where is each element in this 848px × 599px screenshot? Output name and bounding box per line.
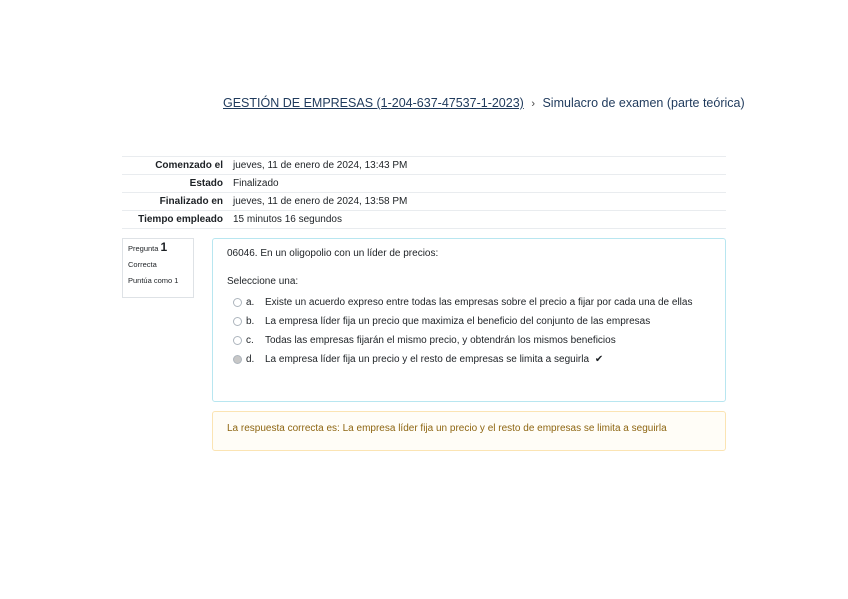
question-number <box>128 242 188 254</box>
summary-label: Estado <box>122 175 233 193</box>
summary-row-started <box>122 157 726 175</box>
summary-value: jueves, 11 de enero de 2024, 13:58 PM <box>233 193 726 211</box>
question-content-box <box>212 238 726 402</box>
question-number-label: Pregunta <box>128 244 159 253</box>
question-text: 06046. En un oligopolio con un líder de precios: <box>227 248 439 259</box>
question-grade: Puntúa como 1 <box>128 276 179 285</box>
summary-row-finished <box>122 193 726 211</box>
breadcrumb <box>223 96 745 110</box>
summary-row-state <box>122 175 726 193</box>
summary-label: Finalizado en <box>122 193 233 211</box>
summary-value: jueves, 11 de enero de 2024, 13:43 PM <box>233 157 726 175</box>
answer-letter: c. <box>246 335 254 346</box>
answer-text: La empresa líder fija un precio y el resto de empresas se limita a seguirla <box>265 354 590 365</box>
answer-option-a[interactable] <box>227 295 711 310</box>
summary-value: Finalizado <box>233 175 726 193</box>
answer-text: Existe un acuerdo expreso entre todas las empresas sobre el precio a fijar por cada una de ellas <box>265 297 693 308</box>
breadcrumb-course-link[interactable]: GESTIÓN DE EMPRESAS (1-204-637-47537-1-2023) <box>223 96 524 110</box>
radio-button-selected[interactable] <box>233 355 242 364</box>
summary-label: Comenzado el <box>122 157 233 175</box>
answer-letter: b. <box>246 316 255 327</box>
radio-button[interactable] <box>233 298 242 307</box>
radio-button[interactable] <box>233 317 242 326</box>
attempt-summary-table <box>122 156 726 229</box>
breadcrumb-separator: › <box>531 98 535 110</box>
question-number-value: 1 <box>160 240 168 254</box>
correct-check-icon: ✔ <box>594 354 604 365</box>
answer-option-d[interactable] <box>227 352 711 367</box>
answer-letter: a. <box>246 297 255 308</box>
right-answer-feedback <box>212 411 726 451</box>
summary-row-time-taken <box>122 211 726 229</box>
radio-button[interactable] <box>233 336 242 345</box>
breadcrumb-current: Simulacro de examen (parte teórica) <box>542 96 745 110</box>
summary-value: 15 minutos 16 segundos <box>233 211 726 229</box>
answer-prompt: Seleccione una: <box>227 276 299 287</box>
answer-option-c[interactable] <box>227 333 711 348</box>
answer-text: La empresa líder fija un precio que maximiza el beneficio del conjunto de las empresas <box>265 316 651 327</box>
answer-text: Todas las empresas fijarán el mismo precio, y obtendrán los mismos beneficios <box>265 335 616 346</box>
summary-label: Tiempo empleado <box>122 211 233 229</box>
answer-option-b[interactable] <box>227 314 711 329</box>
feedback-text: La respuesta correcta es: La empresa líder fija un precio y el resto de empresas se limita a seguirla <box>227 423 667 434</box>
answer-letter: d. <box>246 354 255 365</box>
question-info-panel <box>122 238 194 298</box>
question-state: Correcta <box>128 260 157 269</box>
